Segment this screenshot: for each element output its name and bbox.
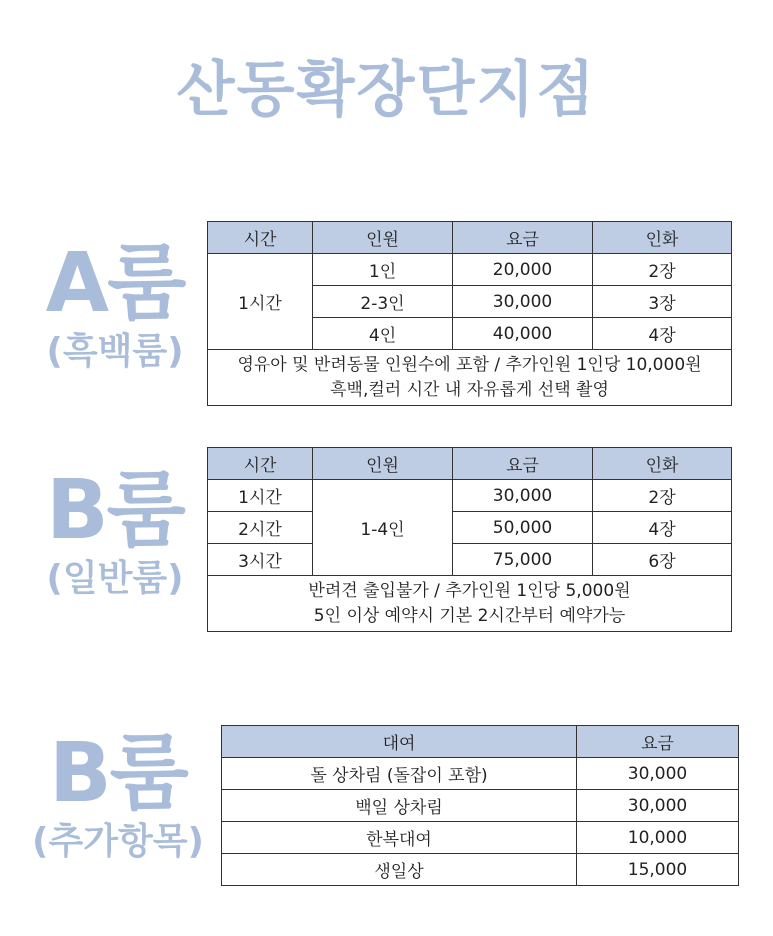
table-row (222, 822, 739, 854)
prints-cell: 6장 (593, 544, 732, 576)
table-row (208, 254, 732, 286)
price-cell: 30,000 (453, 480, 593, 512)
item-cell: 돌 상차림 (돌잡이 포함) (222, 758, 577, 790)
time-cell: 1시간 (208, 254, 313, 350)
table-row (222, 854, 739, 886)
room-b-price-table (207, 447, 732, 632)
header-prints: 인화 (593, 222, 732, 254)
header-people: 인원 (313, 222, 453, 254)
notes-row (208, 576, 732, 632)
table-header-row (208, 448, 732, 480)
room-b-label (30, 465, 200, 601)
page-title: 산동확장단지점 (176, 55, 597, 125)
room-b-extra-type: (추가항목) (31, 821, 204, 862)
price-cell: 20,000 (453, 254, 593, 286)
people-cell: 2-3인 (313, 286, 453, 318)
table-row (208, 480, 732, 512)
price-cell: 10,000 (577, 822, 739, 854)
people-cell: 1인 (313, 254, 453, 286)
note-line: 반려견 출입불가 / 추가인원 1인당 5,000원 (308, 580, 631, 601)
item-cell: 백일 상차림 (222, 790, 577, 822)
room-b-extra-name: B룸 (49, 726, 187, 821)
room-a-type: (흑백룸) (46, 331, 184, 372)
table-header-row (222, 726, 739, 758)
note-line: 영유아 및 반려동물 인원수에 포함 / 추가인원 1인당 10,000원 (237, 354, 702, 375)
prints-cell: 2장 (593, 480, 732, 512)
price-cell: 50,000 (453, 512, 593, 544)
item-cell: 생일상 (222, 854, 577, 886)
header-price: 요금 (453, 222, 593, 254)
room-b-extra-label (18, 728, 218, 864)
note-line: 5인 이상 예약시 기본 2시간부터 예약가능 (313, 605, 626, 626)
price-cell: 40,000 (453, 318, 593, 350)
table-row (222, 758, 739, 790)
extras-price-table (221, 725, 739, 886)
prints-cell: 4장 (593, 512, 732, 544)
time-cell: 2시간 (208, 512, 313, 544)
price-cell: 75,000 (453, 544, 593, 576)
price-cell: 30,000 (577, 790, 739, 822)
header-rental: 대여 (222, 726, 577, 758)
notes-cell (208, 350, 732, 406)
room-b-type: (일반룸) (46, 558, 184, 599)
time-cell: 1시간 (208, 480, 313, 512)
room-b-name: B룸 (46, 463, 184, 558)
price-cell: 15,000 (577, 854, 739, 886)
header-price: 요금 (577, 726, 739, 758)
table-header-row (208, 222, 732, 254)
item-cell: 한복대여 (222, 822, 577, 854)
price-cell: 30,000 (453, 286, 593, 318)
price-cell: 30,000 (577, 758, 739, 790)
room-a-price-table (207, 221, 732, 406)
people-cell: 4인 (313, 318, 453, 350)
notes-row (208, 350, 732, 406)
header-time: 시간 (208, 222, 313, 254)
table-row (208, 512, 732, 544)
prints-cell: 3장 (593, 286, 732, 318)
prints-cell: 2장 (593, 254, 732, 286)
room-a-name: A룸 (45, 236, 185, 331)
table-row (208, 544, 732, 576)
header-people: 인원 (313, 448, 453, 480)
prints-cell: 4장 (593, 318, 732, 350)
room-a-label (30, 238, 200, 374)
time-cell: 3시간 (208, 544, 313, 576)
notes-cell (208, 576, 732, 632)
table-row (222, 790, 739, 822)
header-prints: 인화 (593, 448, 732, 480)
header-time: 시간 (208, 448, 313, 480)
header-price: 요금 (453, 448, 593, 480)
people-cell: 1-4인 (313, 480, 453, 576)
note-line: 흑백,컬러 시간 내 자유롭게 선택 촬영 (330, 379, 609, 400)
